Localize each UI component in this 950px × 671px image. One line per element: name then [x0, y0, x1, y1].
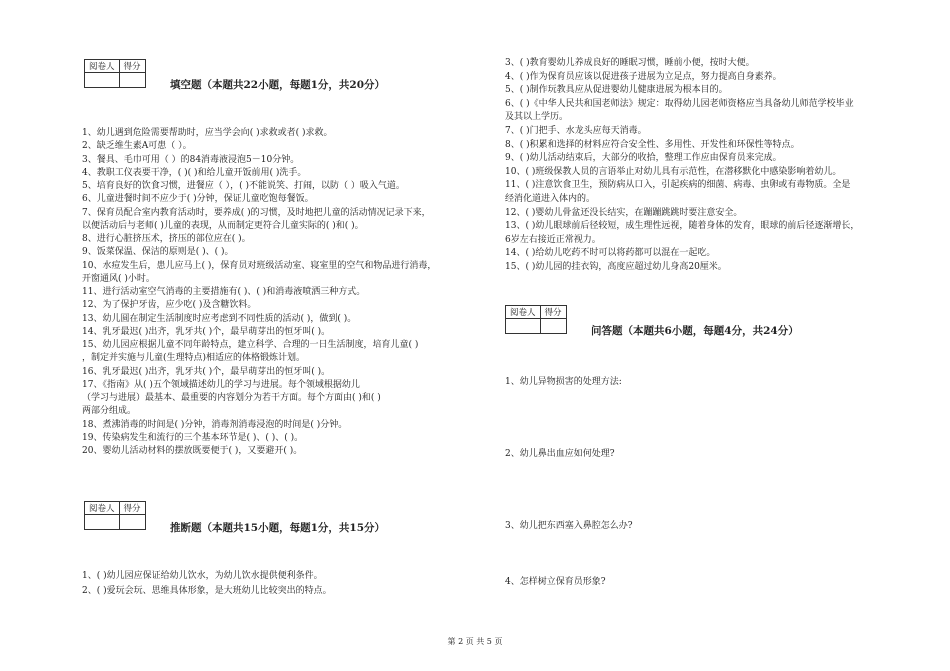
question-line: 经消化道进入体内的。: [505, 193, 596, 204]
question-line: 5、( )制作玩教具应从促进婴幼儿健康进展为根本目的。: [505, 85, 728, 96]
score-cell[interactable]: [119, 515, 145, 530]
fill-section-title: 填空题（本题共22小题，每题1分，共20分）: [170, 79, 386, 91]
question-line: 12、( )婴幼儿骨盆还没长结实，在蹦蹦跳跳时要注意安全。: [505, 207, 743, 218]
question-line: 17、《指南》从( )五个领域描述幼儿的学习与进展。每个领域根据幼儿: [82, 379, 360, 390]
question-line: 15、幼儿园应根据儿童不同年龄特点，建立科学、合理的一日生活制度，培育儿童( ): [82, 340, 419, 350]
question-line: 及其以上学历。: [505, 112, 569, 123]
question-line: 15、( )幼儿园的挂衣钩，高度应超过幼儿身高20厘米。: [505, 261, 727, 272]
question-line: 8、进行心脏挤压术，挤压的部位应在( )。: [82, 234, 251, 244]
qa-question-3: 3、幼儿把东西塞入鼻腔怎么办?: [505, 521, 633, 531]
reviewer-cell[interactable]: [85, 515, 120, 530]
score-box-judge: [84, 501, 146, 530]
question-line: 18、煮沸消毒的时间是( )分钟，消毒剂消毒浸泡的时间是( )分钟。: [82, 419, 348, 430]
question-line: 以便活动后与老师( )儿童的表现，从而制定更符合儿童实际的( )和( )。: [82, 220, 364, 231]
question-line: 9、饭菜保温、保洁的原则是( )、( )。: [82, 247, 234, 258]
score-label: 得分: [540, 306, 566, 319]
question-line: 10、( )班级保教人员的言语举止对幼儿具有示范性，在潜移默化中感染影响着幼儿。: [505, 166, 842, 177]
score-cell[interactable]: [119, 73, 145, 88]
question-line: 10、水痘发生后，患儿应马上( )，保育员对班级活动室、寝室里的空气和物品进行消毒，: [82, 260, 437, 271]
question-line: 6、( )《中华人民共和国老师法》规定：取得幼儿园老师资格应当具备幼儿师范学校毕业: [505, 98, 854, 109]
reviewer-cell[interactable]: [506, 319, 541, 334]
qa-question-2: 2、幼儿鼻出血应如何处理?: [505, 449, 615, 459]
qa-question-1: 1、幼儿异物损害的处理方法:: [505, 377, 622, 387]
score-box-qa: [505, 305, 567, 334]
page-footer: 第 2 页 共 5 页: [447, 637, 503, 646]
question-line: ，制定并实施与儿童(生理特点)相适应的体格锻炼计划。: [82, 353, 306, 364]
question-line: 两部分组成。: [82, 406, 137, 417]
question-line: 14、( )给幼儿吃药不时可以将药都可以混在一起吃。: [505, 248, 716, 259]
reviewer-cell[interactable]: [85, 73, 120, 88]
question-line: 4、教职工仪表要干净，( )( )和给儿童开饭前用( )洗手。: [82, 167, 307, 178]
question-line: 13、( )幼儿眼球前后径较短，成生理性远视，随着身体的发育，眼球的前后径逐渐增长，: [505, 221, 860, 232]
question-line: 1、( )幼儿园应保证给幼儿饮水，为幼儿饮水提供便利条件。: [82, 571, 323, 581]
judge-questions-left: [82, 569, 492, 599]
question-line: 12、为了保护牙齿，应少吃( )及含糖饮料。: [82, 300, 257, 311]
question-line: 2、缺乏维生素A可患（ ）。: [82, 141, 192, 152]
question-line: 11、进行活动室空气消毒的主要措施有( )、( )和消毒液喷洒三种方式。: [82, 287, 366, 297]
question-line: 13、幼儿圆在制定生活制度时应考虑到不同性质的活动( )，做到( )。: [82, 313, 357, 324]
question-line: 19、传染病发生和流行的三个基本环节是( )、( )、( )。: [82, 432, 304, 443]
question-line: 16、乳牙最迟( )出齐，乳牙共( )个，最早萌芽出的恒牙叫( )。: [82, 366, 331, 377]
question-line: 6岁左右接近正常视力。: [505, 234, 601, 245]
question-line: 7、( )门把手、水龙头应每天消毒。: [505, 125, 647, 136]
reviewer-label: 阅卷人: [85, 502, 120, 515]
question-line: 7、保育员配合室内教育活动时，要养成( )的习惯，及时地把儿童的活动情况记录下来，: [82, 207, 431, 218]
question-line: 3、( )教育婴幼儿养成良好的睡眠习惯，睡前小便，按时大便。: [505, 58, 755, 68]
qa-question-4: 4、怎样树立保育员形象?: [505, 577, 606, 587]
score-label: 得分: [119, 60, 145, 73]
fill-questions: [82, 127, 492, 458]
question-line: 9、( )幼儿活动结束后，大部分的收拾，整理工作应由保育员来完成。: [505, 153, 782, 164]
score-box-fill: [84, 59, 146, 88]
question-line: 20、婴幼儿活动材料的摆放既要便于( )，又要避开( )。: [82, 446, 303, 456]
question-line: 6、儿童进餐时间不应少于( )分钟，保证儿童吃饱每餐饭。: [82, 194, 314, 205]
question-line: （学习与进展）最基本、最重要的内容划分为若干方面。每个方面由( )和( ): [82, 393, 381, 403]
question-line: 2、( )爱玩会玩、思维具体形象，是大班幼儿比较突出的特点。: [82, 586, 332, 596]
question-line: 8、( )积累和选择的材料应符合安全性、多用性、开发性和环保性等特点。: [505, 139, 800, 150]
reviewer-label: 阅卷人: [85, 60, 120, 73]
qa-section-title: 问答题（本题共6小题，每题4分，共24分）: [591, 325, 799, 337]
question-line: 4、( )作为保育员应该以促进孩子进展为立足点，努力提高自身素养。: [505, 71, 782, 82]
question-line: 5、培育良好的饮食习惯，进餐应（ ），( )不能说笑、打闹，以防（ ）吸入气道。: [82, 181, 405, 191]
judge-section-title: 推断题（本题共15小题，每题1分，共15分）: [170, 522, 386, 534]
score-label: 得分: [119, 502, 145, 515]
question-line: 11、( )注意饮食卫生，预防病从口入，引起疾病的细菌、病毒、虫卵或有毒物质。全是: [505, 180, 851, 191]
question-line: 1、幼儿遇到危险需要帮助时，应当学会向( )求救或者( )求救。: [82, 128, 333, 138]
reviewer-label: 阅卷人: [506, 306, 541, 319]
question-line: 3、餐具、毛巾可用（ ）的84消毒液浸泡5－10分钟。: [82, 154, 300, 165]
question-line: 14、乳牙最迟( )出齐，乳牙共( )个，最早萌芽出的恒牙叫( )。: [82, 326, 331, 337]
question-line: 开窗通风( )小时。: [82, 273, 155, 284]
judge-questions-right: [505, 57, 900, 275]
score-cell[interactable]: [540, 319, 566, 334]
